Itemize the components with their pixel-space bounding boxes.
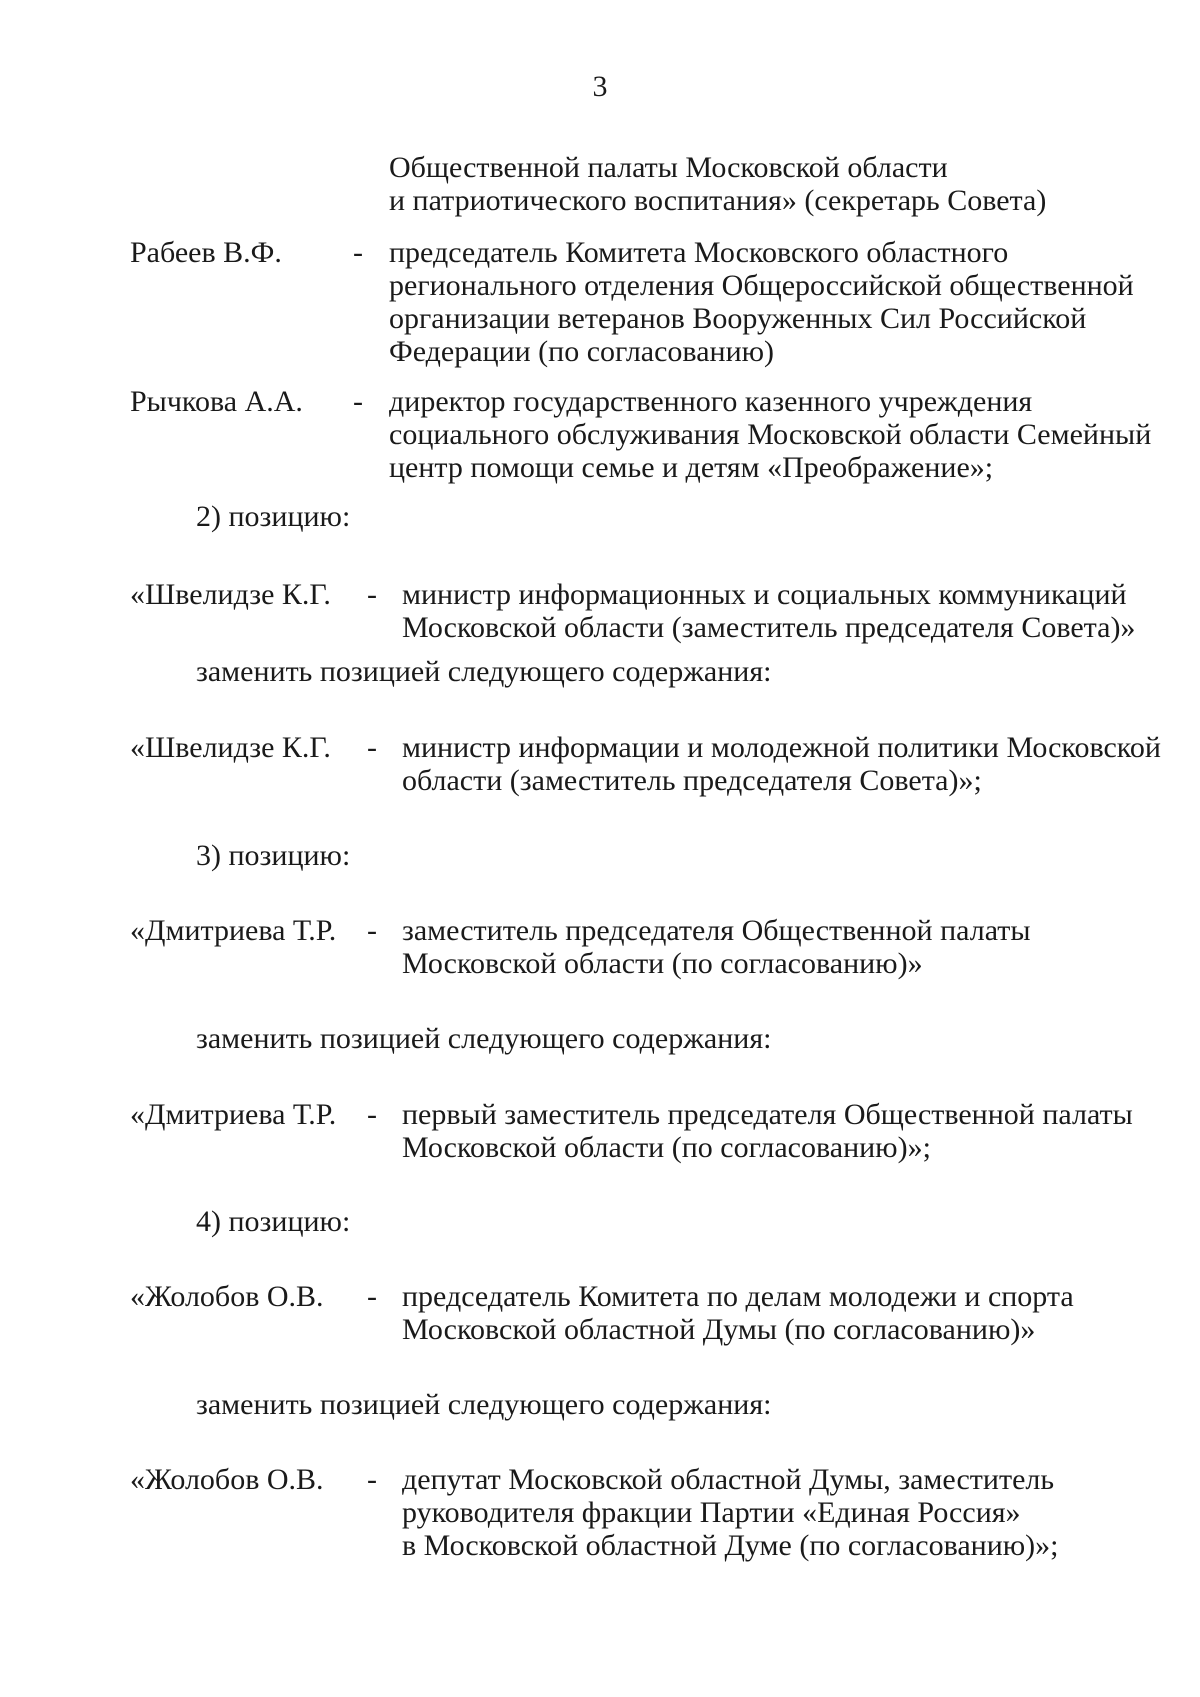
description-line: депутат Московской областной Думы, заместитель bbox=[402, 1463, 1055, 1496]
entry-dash: - bbox=[367, 914, 377, 947]
member-description bbox=[389, 385, 1151, 484]
description-line: области (заместитель председателя Совета)»; bbox=[402, 764, 982, 797]
member-description bbox=[402, 578, 1135, 644]
description-line: руководителя фракции Партии «Единая Россия» bbox=[402, 1496, 1021, 1529]
description-line: министр информационных и социальных коммуникаций bbox=[402, 578, 1127, 611]
member-name: «Дмитриева Т.Р. bbox=[130, 914, 337, 947]
item-3-heading: 3) позицию: bbox=[196, 839, 351, 872]
description-line: социального обслуживания Московской области Семейный bbox=[389, 418, 1152, 451]
description-line: заместитель председателя Общественной палаты bbox=[402, 914, 1031, 947]
member-name: «Жолобов О.В. bbox=[130, 1280, 324, 1313]
description-line: первый заместитель председателя Общественной палаты bbox=[402, 1098, 1133, 1131]
member-description bbox=[402, 1463, 1059, 1562]
member-name: Рычкова А.А. bbox=[130, 385, 303, 418]
description-line: Московской области (по согласованию)»; bbox=[402, 1131, 931, 1164]
description-line: председатель Комитета Московского областного bbox=[389, 236, 1009, 269]
item-4-heading: 4) позицию: bbox=[196, 1205, 351, 1238]
description-line: председатель Комитета по делам молодежи и спорта bbox=[402, 1280, 1074, 1313]
description-line: Московской области (по согласованию)» bbox=[402, 947, 923, 980]
description-line: регионального отделения Общероссийской общественной bbox=[389, 269, 1134, 302]
member-name: «Швелидзе К.Г. bbox=[130, 578, 331, 611]
description-line: в Московской областной Думе (по согласованию)»; bbox=[402, 1529, 1059, 1562]
intro-text bbox=[389, 151, 1046, 217]
member-description bbox=[402, 731, 1161, 797]
replace-instruction: заменить позицией следующего содержания: bbox=[196, 1388, 772, 1421]
page-number: 3 bbox=[592, 70, 608, 103]
item-2-heading: 2) позицию: bbox=[196, 500, 351, 533]
member-description bbox=[402, 914, 1031, 980]
description-line: Московской областной Думы (по согласованию)» bbox=[402, 1313, 1036, 1346]
description-line: Московской области (заместитель председателя Совета)» bbox=[402, 611, 1136, 644]
entry-dash: - bbox=[353, 236, 363, 269]
entry-dash: - bbox=[367, 731, 377, 764]
description-line: министр информации и молодежной политики Московской bbox=[402, 731, 1161, 764]
member-name: «Жолобов О.В. bbox=[130, 1463, 324, 1496]
member-description bbox=[389, 236, 1134, 368]
member-name: «Швелидзе К.Г. bbox=[130, 731, 331, 764]
description-line: Федерации (по согласованию) bbox=[389, 335, 775, 368]
member-name: «Дмитриева Т.Р. bbox=[130, 1098, 337, 1131]
description-line: центр помощи семье и детям «Преображение»; bbox=[389, 451, 994, 484]
replace-instruction: заменить позицией следующего содержания: bbox=[196, 1022, 772, 1055]
member-description bbox=[402, 1098, 1133, 1164]
entry-dash: - bbox=[367, 578, 377, 611]
intro-line: и патриотического воспитания» (секретарь Совета) bbox=[389, 184, 1047, 217]
entry-dash: - bbox=[367, 1463, 377, 1496]
description-line: директор государственного казенного учреждения bbox=[389, 385, 1033, 418]
description-line: организации ветеранов Вооруженных Сил Российской bbox=[389, 302, 1087, 335]
replace-instruction: заменить позицией следующего содержания: bbox=[196, 655, 772, 688]
intro-line: Общественной палаты Московской области bbox=[389, 151, 948, 184]
entry-dash: - bbox=[367, 1280, 377, 1313]
entry-dash: - bbox=[367, 1098, 377, 1131]
member-name: Рабеев В.Ф. bbox=[130, 236, 282, 269]
member-description bbox=[402, 1280, 1074, 1346]
entry-dash: - bbox=[353, 385, 363, 418]
